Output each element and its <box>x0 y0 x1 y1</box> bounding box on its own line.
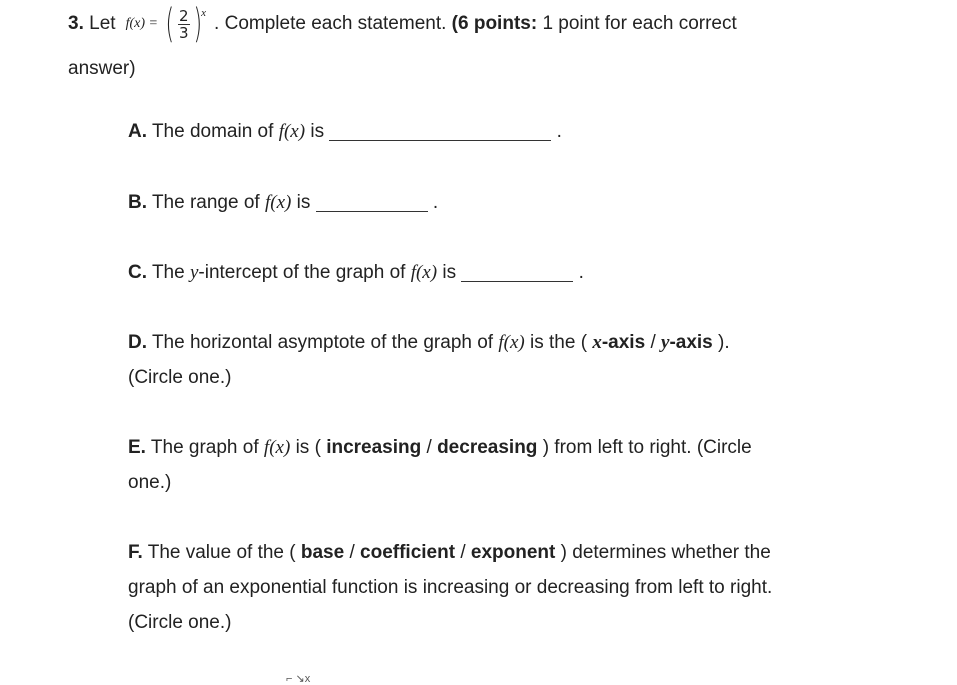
item-f <box>128 535 828 640</box>
item-d-close: ). <box>718 332 730 353</box>
item-f-sep2: / <box>460 542 466 563</box>
item-f-line1 <box>128 535 828 570</box>
item-f-option-coefficient[interactable]: coefficient <box>360 542 456 563</box>
left-paren: ( <box>165 1 175 47</box>
item-f-close: ) determines whether the <box>560 542 771 563</box>
points-end: answer) <box>68 58 136 79</box>
question-header-line1 <box>68 1 828 47</box>
item-c-the: The <box>151 262 185 283</box>
points-bold: (6 points: <box>451 13 538 34</box>
item-f-line3: (Circle one.) <box>128 612 232 633</box>
item-e-letter: E. <box>128 437 146 458</box>
item-a-text: The domain of <box>151 121 274 142</box>
let-word: Let <box>89 13 116 34</box>
item-a-answer-blank[interactable] <box>329 118 551 141</box>
item-d-option-x-axis[interactable] <box>592 332 645 353</box>
item-c-fx: f(x) <box>410 262 438 283</box>
function-formula <box>125 1 207 47</box>
item-f-option-exponent[interactable]: exponent <box>470 542 556 563</box>
item-e-fx: f(x) <box>263 437 291 458</box>
item-d-letter: D. <box>128 332 147 353</box>
item-b <box>128 185 828 220</box>
item-d <box>128 325 828 395</box>
item-c-y: y <box>189 262 199 283</box>
fraction-denominator: 3 <box>179 23 189 42</box>
item-f-sep1: / <box>349 542 355 563</box>
item-c-letter: C. <box>128 262 147 283</box>
item-b-answer-blank[interactable] <box>316 189 428 212</box>
question-intro: . Complete each statement. <box>214 13 447 34</box>
item-e-sep: / <box>426 437 432 458</box>
item-e <box>128 430 828 500</box>
item-f-letter: F. <box>128 542 143 563</box>
item-c-is: is <box>442 262 457 283</box>
item-e-close: ) from left to right. (Circle <box>542 437 752 458</box>
item-e-option-decreasing[interactable]: decreasing <box>437 437 538 458</box>
item-b-letter: B. <box>128 192 147 213</box>
item-c <box>128 255 828 290</box>
formula-lhs: f(x) = <box>125 16 158 31</box>
item-a-letter: A. <box>128 121 147 142</box>
item-a-fx: f(x) <box>278 121 306 142</box>
fraction-numerator: 2 <box>179 6 189 25</box>
item-f-line2: graph of an exponential function is increasing or decreasing from left to right. <box>128 577 773 598</box>
item-e-text: The graph of <box>150 437 259 458</box>
item-b-text: The range of <box>151 192 260 213</box>
fraction <box>178 8 190 41</box>
item-b-end: . <box>432 192 439 213</box>
stray-formula-fragment: ⌐ ↘x <box>286 673 311 685</box>
item-f-text: The value of the ( <box>147 542 296 563</box>
item-a-end: . <box>556 121 562 142</box>
item-e-is: is ( <box>295 437 321 458</box>
item-e-line1 <box>128 430 828 465</box>
item-d-sep: / <box>650 332 656 353</box>
item-f-option-base[interactable]: base <box>300 542 345 563</box>
item-b-is: is <box>296 192 311 213</box>
question-number: 3. <box>68 13 84 34</box>
item-d-opt2: -axis <box>669 332 713 353</box>
item-c-answer-blank[interactable] <box>461 259 573 282</box>
item-d-line2: (Circle one.) <box>128 367 232 388</box>
item-e-line2: one.) <box>128 472 172 493</box>
item-d-fx: f(x) <box>498 332 525 353</box>
right-paren: ) <box>193 1 202 47</box>
points-rest: 1 point for each correct <box>542 13 737 34</box>
question-header <box>68 1 828 79</box>
item-e-option-increasing[interactable]: increasing <box>326 437 422 458</box>
item-a <box>128 114 828 149</box>
item-d-option-y-axis[interactable] <box>661 332 713 353</box>
item-d-text: The horizontal asymptote of the graph of <box>151 332 494 353</box>
item-b-fx: f(x) <box>264 192 292 213</box>
item-d-opt1-var: x <box>592 332 602 353</box>
item-d-opt2-var: y <box>661 332 670 353</box>
item-c-end: . <box>578 262 584 283</box>
item-d-is: is the ( <box>530 332 588 353</box>
formula-exponent: x <box>201 7 207 19</box>
item-d-opt1: -axis <box>601 332 646 353</box>
item-c-text: -intercept of the graph of <box>198 262 406 283</box>
item-a-is: is <box>310 121 325 142</box>
item-d-line1 <box>128 325 828 360</box>
